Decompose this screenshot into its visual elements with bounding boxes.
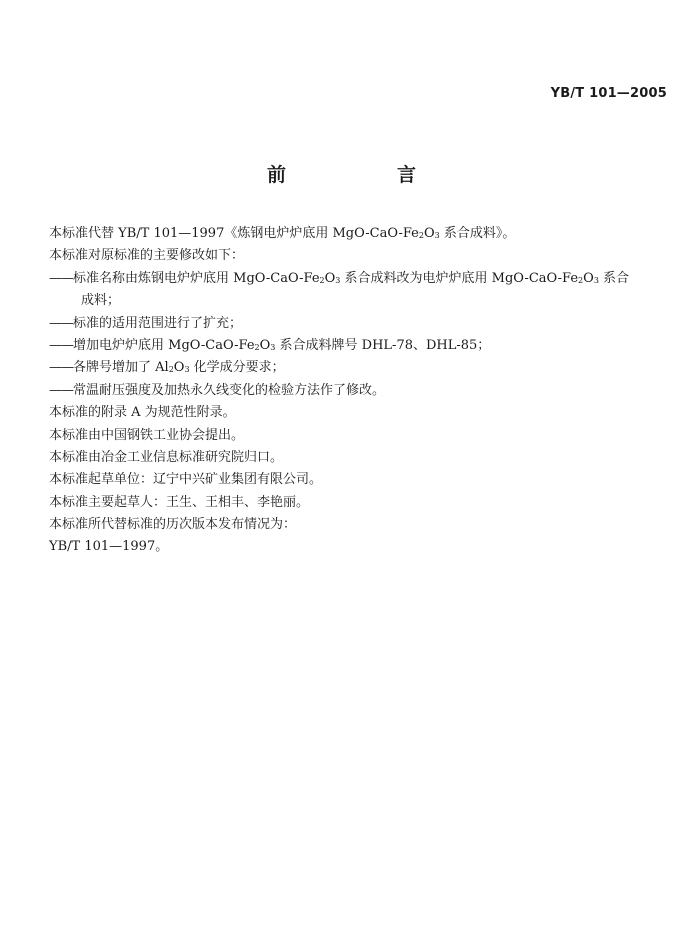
change-item [49, 268, 669, 290]
subscript: 3 [434, 231, 440, 240]
subscript: 2 [578, 275, 584, 285]
text-segment: O [423, 226, 435, 241]
foreword-body [49, 223, 669, 559]
text-segment: 增加电炉炉底用 MgO-CaO-Fe [73, 337, 255, 353]
paragraph-drafting-unit: 本标准起草单位：辽宁中兴矿业集团有限公司。 [49, 472, 323, 488]
page-title: 前 言 [266, 164, 462, 186]
subscript: 2 [418, 231, 424, 240]
text-segment: 标准的适用范围进行了扩充； [73, 315, 243, 331]
text-segment: 系合成料改为电炉炉底用 MgO-CaO-Fe [340, 270, 579, 286]
dash: —— [49, 382, 73, 398]
text-segment: O [583, 270, 594, 286]
subscript: 2 [168, 365, 174, 375]
subscript: 3 [335, 275, 341, 285]
change-item [49, 357, 669, 379]
text-segment: O [324, 270, 336, 286]
text-segment: 化学成分要求； [189, 360, 285, 376]
paragraph-proposer: 本标准由中国钢铁工业协会提出。 [49, 427, 245, 443]
text-segment: 本标准代替 YB/T 101—1997《炼钢电炉炉底用 MgO-CaO-Fe [49, 226, 419, 241]
text-segment: 标准名称由炼钢电炉炉底用 MgO-CaO-Fe [73, 270, 320, 286]
text-segment: O [173, 360, 185, 376]
text-segment: O [259, 337, 271, 353]
paragraph-centralized: 本标准由冶金工业信息标准研究院归口。 [49, 449, 284, 465]
paragraph-annex: 本标准的附录 A 为规范性附录。 [49, 405, 236, 421]
standard-code: YB/T 101—2005 [550, 86, 667, 101]
text-segment: 系合成料牌号 DHL-78、DHL-85； [275, 337, 491, 353]
change-item-continuation: 成料； [81, 293, 121, 309]
paragraph-drafters: 本标准主要起草人：王生、王相丰、李艳丽。 [49, 494, 310, 510]
subscript: 2 [319, 275, 325, 285]
paragraph-changes-intro: 本标准对原标准的主要修改如下： [49, 248, 245, 264]
dash: —— [49, 360, 73, 376]
text-segment: 系合成料》。 [439, 226, 516, 241]
dash: —— [49, 270, 73, 286]
text-segment: 常温耐压强度及加热永久线变化的检验方法作了修改。 [73, 382, 386, 398]
paragraph-history-intro: 本标准所代替标准的历次版本发布情况为： [49, 517, 297, 533]
change-item [49, 380, 669, 402]
subscript: 3 [270, 342, 276, 352]
change-item [49, 335, 669, 357]
change-item [49, 313, 669, 335]
dash: —— [49, 337, 73, 353]
subscript: 2 [254, 342, 260, 352]
subscript: 3 [593, 275, 599, 285]
paragraph-history: YB/T 101—1997。 [49, 539, 169, 555]
text-segment: 各牌号增加了 Al [73, 360, 169, 376]
subscript: 3 [184, 365, 190, 375]
dash: —— [49, 315, 73, 331]
paragraph-replacement [49, 223, 669, 245]
text-segment: 系合 [598, 270, 630, 286]
